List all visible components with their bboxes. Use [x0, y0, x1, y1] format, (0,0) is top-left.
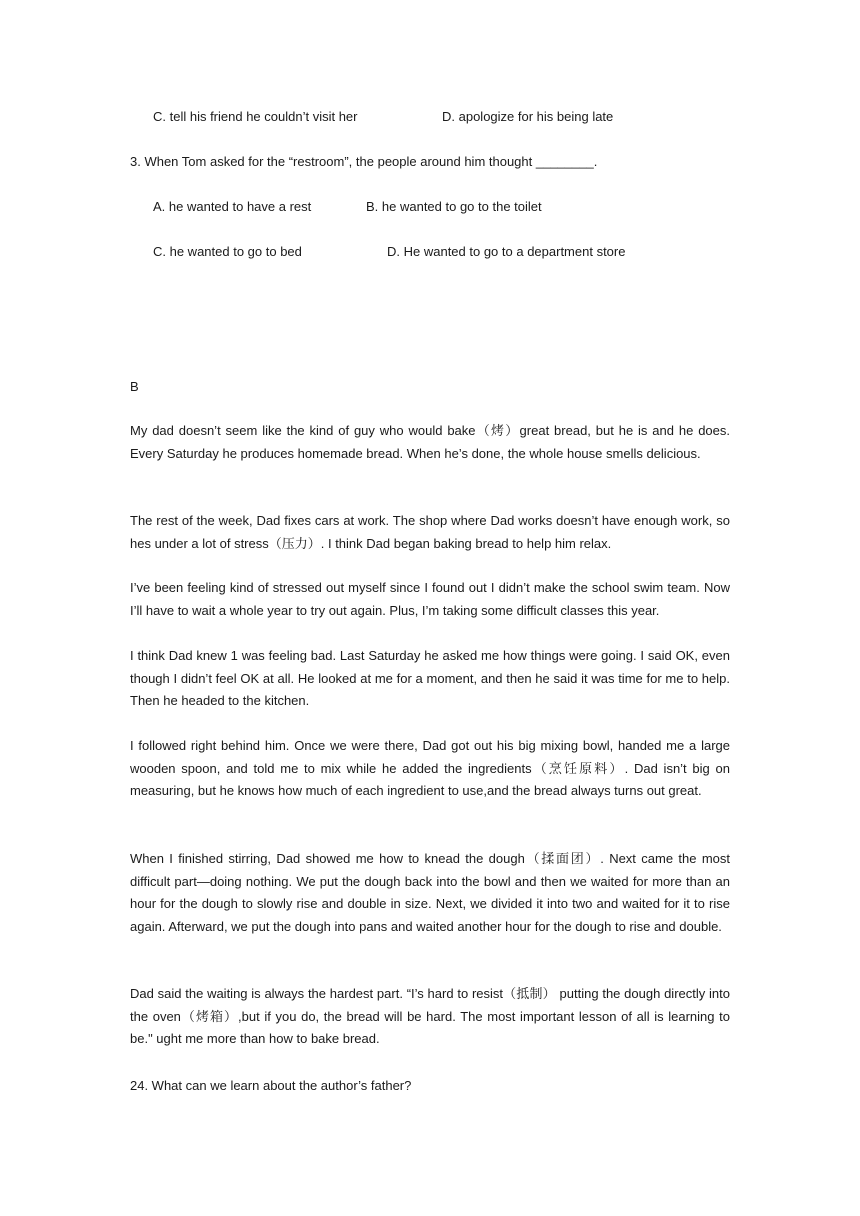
- paragraph-3-text: I’ve been feeling kind of stressed out myself since I found out I didn’t make the school swim team. Now I’ll have to wait a whole year to try out again. Plus, I’m taking some difficult classes this year.: [130, 580, 730, 618]
- section-b-label: B: [130, 379, 139, 394]
- question-24: 24. What can we learn about the author’s father?: [130, 1078, 412, 1093]
- paragraph-1: [130, 420, 730, 465]
- paragraph-6-text: When I finished stirring, Dad showed me how to knead the dough（揉面团）. Next came the most difficult part—doing nothing. We put the dough back into the bowl and then we waited for more than an hour for the dough to slowly rise and double in size. Next, we divided it into two and waited for it to rise again. Afterward, we put the dough into pans and waited another hour for the dough to rise and double.: [130, 851, 730, 934]
- paragraph-1-text: My dad doesn’t seem like the kind of guy who would bake（烤）great bread, but he is and he does. Every Saturday he produces homemade bread. When he’s done, the whole house smells delicious.: [130, 423, 730, 461]
- q3-option-a: A. he wanted to have a rest: [153, 199, 312, 214]
- paragraph-4-text: I think Dad knew 1 was feeling bad. Last Saturday he asked me how things were going. I said OK, even though I didn’t feel OK at all. He looked at me for a moment, and then he said it was time for me to help. Then he headed to the kitchen.: [130, 648, 730, 708]
- paragraph-6: [130, 848, 730, 938]
- paragraph-5-text: I followed right behind him. Once we were there, Dad got out his big mixing bowl, handed me a large wooden spoon, and told me to mix while he added the ingredients（烹饪原料）. Dad isn’t big on measuring, but he knows how much of each ingredient to use,and the bread always turns out great.: [130, 738, 730, 798]
- q3-option-d: D. He wanted to go to a department store: [387, 244, 626, 259]
- paragraph-3: [130, 577, 730, 622]
- paragraph-4: [130, 645, 730, 713]
- q3-option-b: B. he wanted to go to the toilet: [366, 199, 542, 214]
- q2-option-d: D. apologize for his being late: [442, 109, 614, 124]
- paragraph-7: [130, 983, 730, 1051]
- paragraph-2: [130, 510, 730, 555]
- paragraph-2-text: The rest of the week, Dad fixes cars at work. The shop where Dad works doesn’t have enough work, so hes under a lot of stress（压力）. I think Dad began baking bread to help him relax.: [130, 513, 730, 551]
- paragraph-7-text: Dad said the waiting is always the hardest part. “I’s hard to resist（抵制） putting the dough directly into the oven（烤箱）,but if you do, the bread will be hard. The most important lesson of all is learning to be." ught me more than how to bake bread.: [130, 986, 730, 1046]
- q2-option-c: C. tell his friend he couldn’t visit her: [153, 109, 358, 124]
- paragraph-5: [130, 735, 730, 803]
- q3-option-c: C. he wanted to go to bed: [153, 244, 302, 259]
- q3-stem: 3. When Tom asked for the “restroom”, the people around him thought ________.: [130, 154, 598, 169]
